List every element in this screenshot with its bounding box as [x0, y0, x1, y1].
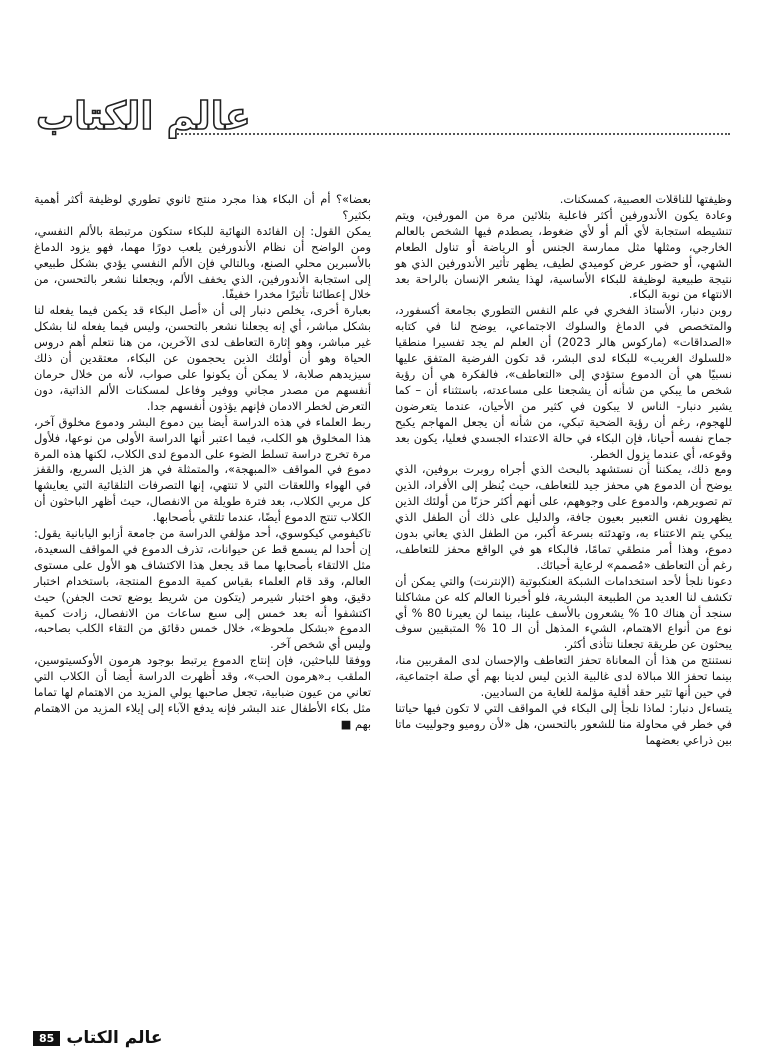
paragraph: بعضا»؟ أم أن البكاء هذا مجرد منتج ثانوي تطوري لوظيفة أكثر أهمية بكثير؟	[34, 192, 371, 222]
paragraph: ومع ذلك، يمكننا أن نستشهد بالبحث الذي أجراه روبرت بروفين، الذي يوضح أن الدموع هي محفز جيد للتعاطف، حيث يُنظر إلى الأفراد، الذين تم تصويرهم، والدموع على وجوههم، على أنهم أكثر حزنًا من أولئك الذين يظهرون نفس التعبير بعيون جافة، والدليل على ذلك أن الطفل الذي يبكي يتم الاعتناء به، وتهدئته بسرعة أكبر، من الطفل الذي يعاني بدون دموع، وهذا أمر منطقي تمامًا، فالبكاء هو في الواقع محفز للتعاطف، رغم أن التعاطف «مُصمم» لرعاية أحبائك.	[395, 462, 732, 572]
paragraph: روبن دنبار، الأستاذ الفخري في علم النفس التطوري بجامعة أكسفورد، والمتخصص في الدماغ والسلوك الاجتماعي، يوضح لنا في كتابه «الصداقات» (ماركوس هالر 2023) أن العلم لم يجد تفسيرا منطقيا «للسلوك الغريب» للبكاء لدى البشر، قد تكون الفرضية المتفق عليها نسبيًا هي أن الدموع ستؤدي إلى «التعاطف»، فالفكرة هي أن رؤية شخص ما يبكي من شأنه أن يشجعنا على مساعدته، باستثناء أن – كما يشير دنبار- الناس لا يبكون في كثير من الأحيان، عندما يتعرضون للهجوم، رغم أن رؤية الضحية تبكي، من شأنه أن يجعل المهاجم يكبح جماح نفسه أحيانا، فإن البكاء في حالة الاعتداء الجسدي فعليا، يكون بعد وقوعه، أي عندما يزول الخطر.	[395, 303, 732, 461]
header-dotted-rule	[170, 133, 730, 135]
page-number: 85	[33, 1031, 60, 1046]
paragraph: وظيفتها للناقلات العصبية، كمسكنات.	[559, 192, 732, 206]
paragraph: دعونا نلجأ لأحد استخدامات الشبكة العنكبوتية (الإنترنت) والتي يمكن أن تكشف لنا العديد من الطبيعة البشرية، فلو أخبرنا العالم كله عن مشاكلنا سنجد أن هناك 10 % يشعرون بالأسف علينا، بينما لن يعيرنا 80 % أي نوع من أنواع الاهتمام، الشيء المذهل أن الـ 10 % المتبقيين سوف يبحثون عن طريقة تجعلنا نتأذى أكثر.	[395, 573, 732, 652]
paragraph: يتساءل دنبار: لماذا نلجأ إلى البكاء في المواقف التي لا تكون فيها حياتنا في خطر في محاولة منا للشعور بالتحسن، هل «لأن روميو وجولييت ماتا بين ذراعي بعضهما	[395, 701, 732, 747]
paragraph: تاكيفومي كيكوسوي، أحد مؤلفي الدراسة من جامعة أزابو اليابانية يقول: إن أحدا لم يسمع قط عن حيوانات، تذرف الدموع في المواقف السعيدة، مثل الالتقاء بأصحابها مما قد يجعل هذا الاكتشاف هو الأول على مستوى العالم، وقد قام العلماء بقياس كمية الدموع المنتجة، باستخدام اختبار دقيق، وهو اختبار شيرمر (يتكون من شريط يوضع تحت الجفن) حيث اكتشفوا أنه بعد خمس إلى سبع ساعات من الانفصال، زادت كمية الدموع «بشكل ملحوظ»، خلال خمس دقائق من التقاء الكلب بصاحبه، وليس أي شخص آخر.	[34, 526, 371, 652]
paragraph: وعادة يكون الأندورفين أكثر فاعلية بثلاثين مرة من المورفين، ويتم تنشيطه استجابة لأي ألم أو لأي ضغوط، يصطدم فيها الشخص بالعالم الخارجي، ومثلها مثل ممارسة الجنس أو الرياضة أو تناول الطعام الشهي، أو حضور عرض كوميدي لطيف، يظهر تأثير الأندورفين الذي هو نتيجة طبيعية لوظيفة للبكاء الأساسية، لهذا يشعر الإنسان بالراحة بعد الانتهاء من نوبة البكاء.	[395, 207, 732, 302]
paragraph: ربط العلماء في هذه الدراسة أيضا بين دموع البشر ودموع مخلوق آخر، هذا المخلوق هو الكلب، فيما اعتبر أنها الدراسة الأولى من نوعها، فلأول مرة تخرج دراسة تسلط الضوء على الدموع لدى الكلاب، لكنها هذه المرة دموع في المواقف «المبهجة»، والمتمثلة في هز الذيل السريع، والقفز في الهواء واللعقات التي لا تنتهي، إنها التصرفات التلقائية التي يعايشها كل مربي الكلاب، بعد فترة طويلة من الانفصال، حيث أظهر الباحثون أن الكلاب تنتج الدموع أيضًا، عندما تلتقي بأصحابها.	[34, 414, 371, 525]
page-footer	[33, 1026, 162, 1050]
paragraph: ووفقا للباحثين، فإن إنتاج الدموع يرتبط بوجود هرمون الأوكسيتوسين، الملقب بـ«هرمون الحب»، وقد أظهرت الدراسة أيضا أن الكلاب التي تعاني من عيون ضبابية، تجعل صاحبها يولي المزيد من الاهتمام لها تماما مثل بكاء الأطفال عند البشر فإنه يدفع الآباء إلى إيلاء المزيد من الاهتمام بهم ■	[34, 653, 371, 731]
section-title: عالم الكتاب	[36, 94, 251, 138]
paragraph: بعبارة أخرى، يخلص دنبار إلى أن «أصل البكاء قد يكمن فيما يفعله لنا بشكل مباشر، أي إنه يجعلنا نشعر بالتحسن، وليس فيما يفعله لنا بشكل غير مباشر، وهو إثارة التعاطف لدى الآخرين، من هنا نتعلم أهم دروس الحياة وهو أن أولئك الذين يحجمون عن البكاء، معتقدين أن ذلك سيزيدهم صلابة، لا يمكن أن يكونوا على صواب، لأنه من خلال حرمان أنفسهم من مصدر مجاني ووفير وفاعل لمسكنات الألم الذاتية، دون التعرض لخطر الادمان فإنهم يؤذون أنفسهم جدا.	[34, 303, 371, 413]
magazine-name: عالم الكتاب	[66, 1028, 163, 1048]
paragraph: نستنتج من هذا أن المعاناة تحفز التعاطف والإحسان لدى المقربين منا، بينما تحفز اللا مبالاة لدى غالبية الذين ليس لدينا بهم أي صلة اجتماعية، في حين أنها تثير حقد أقلية مؤلمة للغاية من الساديين.	[395, 653, 732, 700]
right-column	[395, 192, 732, 749]
paragraph: يمكن القول: إن الفائدة النهائية للبكاء ستكون مرتبطة بالألم النفسي، ومن الواضح أن نظام الأندورفين يلعب دورًا مهما، فهو يزود الدماغ بالأسبرين محلي الصنع، وبالتالي فإن الألم النفسي يؤدي بشكل طبيعي إلى استجابة الأندورفين، الذي يخفف الألم، ويجعلنا نشعر بالتحسن، من خلال إعطائنا تأثيرًا مخدرا خفيفًا.	[34, 223, 371, 302]
left-column	[34, 192, 371, 733]
